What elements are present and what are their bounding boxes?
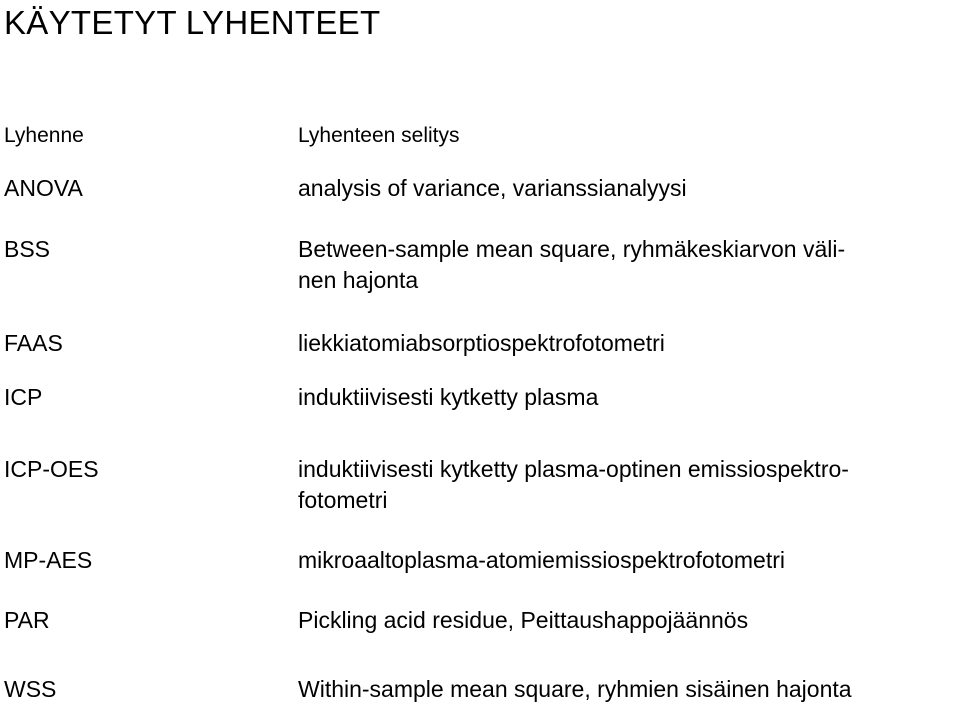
explanation-cell: analysis of variance, varianssianalyysi	[298, 175, 687, 201]
explanation-cell: liekkiatomiabsorptiospektrofotometri	[298, 330, 665, 356]
explanation-cell: induktiivisesti kytketty plasma	[298, 384, 599, 410]
header-abbreviation: Lyhenne	[4, 124, 84, 147]
abbreviation-cell: MP-AES	[4, 547, 93, 573]
header-explanation: Lyhenteen selitys	[298, 124, 460, 147]
abbreviation-cell: PAR	[4, 607, 50, 633]
explanation-cell: Within-sample mean square, ryhmien sisäinen hajonta	[298, 676, 852, 702]
page-title: KÄYTETYT LYHENTEET	[4, 4, 381, 41]
explanation-cell: Pickling acid residue, Peittaushappojäännös	[298, 607, 749, 633]
explanation-cell: Between-sample mean square, ryhmäkeskiarvon väli- nen hajonta	[298, 236, 846, 293]
abbreviation-cell: ICP-OES	[4, 456, 99, 482]
explanation-cell: induktiivisesti kytketty plasma-optinen emissiospektro- fotometri	[298, 456, 849, 513]
abbreviation-cell: WSS	[4, 676, 57, 702]
abbreviation-cell: BSS	[4, 236, 51, 262]
abbreviation-cell: ICP	[4, 384, 43, 410]
abbreviation-cell: FAAS	[4, 330, 63, 356]
explanation-cell: mikroaaltoplasma-atomiemissiospektrofotometri	[298, 547, 785, 573]
abbreviation-cell: ANOVA	[4, 175, 83, 201]
